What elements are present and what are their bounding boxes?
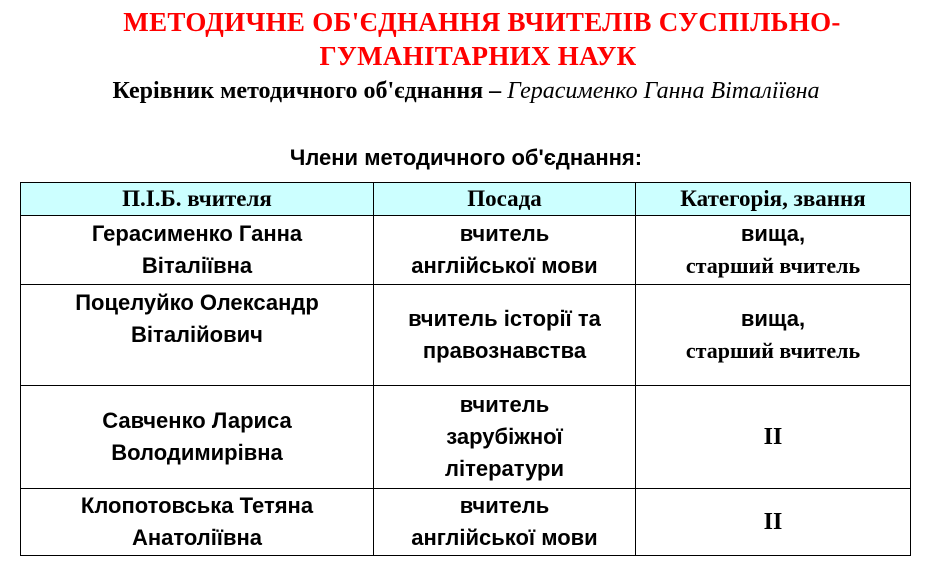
teacher-name-line: Клопотовська Тетяна	[80, 493, 314, 518]
category-line: ІІ	[763, 509, 783, 535]
position-line: зарубіжної	[446, 424, 563, 449]
category-line: старший вчитель	[685, 253, 861, 278]
table-row	[21, 216, 911, 285]
page-title-line-2: ГУМАНІТАРНИХ НАУК	[319, 41, 637, 71]
position-line: англійської мови	[411, 525, 598, 550]
leader-line	[0, 74, 932, 108]
teacher-name-line: Володимирівна	[111, 440, 283, 465]
page-title-line-1: МЕТОДИЧНЕ ОБ'ЄДНАННЯ ВЧИТЕЛІВ СУСПІЛЬНО-	[123, 7, 841, 37]
position-cell	[374, 386, 636, 489]
position-line: літератури	[444, 456, 564, 481]
category-line: вища,	[740, 221, 806, 246]
position-cell	[374, 216, 636, 285]
teacher-name-cell	[21, 216, 374, 285]
category-line: ІІ	[763, 424, 783, 450]
teacher-name-line: Савченко Лариса	[102, 408, 292, 433]
leader-label: Керівник методичного об'єднання –	[112, 78, 508, 104]
table-header-row	[21, 183, 911, 216]
category-cell	[636, 489, 911, 556]
category-cell	[636, 285, 911, 386]
members-table	[20, 182, 911, 556]
teacher-name-line: Віталіївна	[141, 253, 253, 278]
position-line: вчитель історії та	[408, 306, 601, 331]
table-row	[21, 285, 911, 386]
teacher-name-line: Анатоліївна	[131, 525, 263, 550]
leader-name: Герасименко Ганна Віталіївна	[507, 78, 820, 104]
table-row	[21, 386, 911, 489]
teacher-name-line: Герасименко Ганна	[91, 221, 303, 246]
teacher-name-cell	[21, 489, 374, 556]
category-line: старший вчитель	[685, 338, 861, 363]
category-cell	[636, 216, 911, 285]
position-line: вчитель	[459, 392, 550, 417]
position-line: вчитель	[459, 493, 550, 518]
position-line: правознавства	[422, 338, 587, 363]
category-cell	[636, 386, 911, 489]
teacher-name-line: Віталійович	[131, 322, 263, 347]
table-row	[21, 489, 911, 556]
header-name: П.І.Б. вчителя	[21, 183, 374, 216]
category-line: вища,	[740, 306, 806, 331]
teacher-name-line: Поцелуйко Олександр	[75, 290, 319, 315]
position-line: англійської мови	[411, 253, 598, 278]
header-category: Категорія, звання	[636, 183, 911, 216]
position-cell	[374, 285, 636, 386]
position-cell	[374, 489, 636, 556]
teacher-name-cell	[21, 386, 374, 489]
header-position: Посада	[374, 183, 636, 216]
teacher-name-cell	[21, 285, 374, 386]
members-heading: Члени методичного об'єднання:	[289, 145, 643, 170]
position-line: вчитель	[459, 221, 550, 246]
